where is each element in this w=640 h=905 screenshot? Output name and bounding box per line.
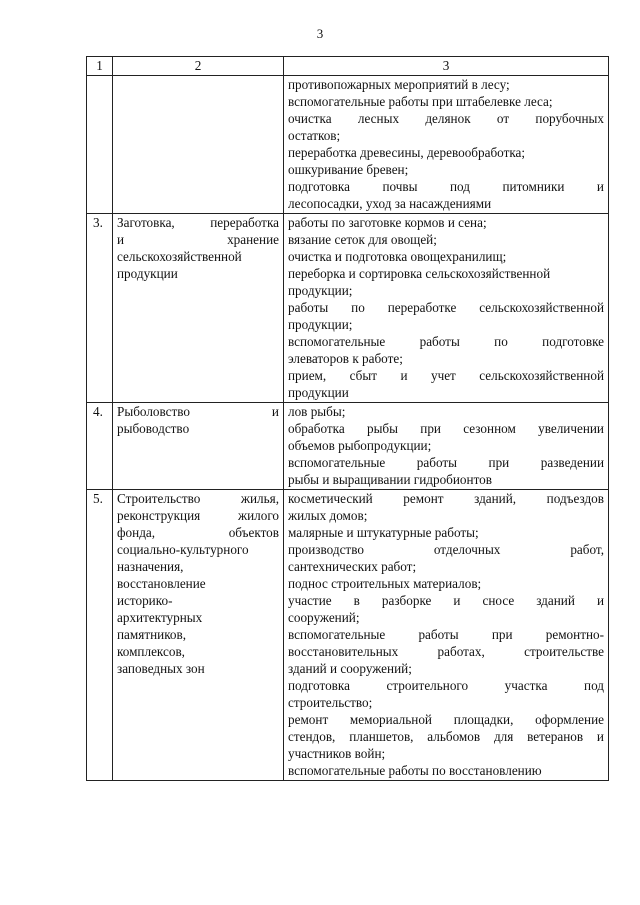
category-name-line: архитектурных — [117, 610, 203, 625]
header-col-2: 2 — [113, 57, 284, 76]
category-name-line: Заготовка, переработка — [117, 215, 279, 230]
activity-line: строительство; — [288, 695, 373, 710]
table-header — [87, 57, 609, 76]
activity-line: жилых домов; — [288, 508, 368, 523]
activity-line: вспомогательные работы при ремонтно- — [288, 627, 604, 642]
activity-line: очистка и подготовка овощехранилищ; — [288, 249, 507, 264]
activity-line: подготовка почвы под питомники и — [288, 179, 604, 194]
activity-line: участников войн; — [288, 746, 386, 761]
activity-list — [284, 490, 609, 781]
activity-line: сантехнических работ; — [288, 559, 417, 574]
category-name-line: восстановление — [117, 576, 206, 591]
table-row — [87, 490, 609, 781]
activity-line: стендов, планшетов, альбомов для ветеранов и — [288, 729, 604, 744]
category-name — [113, 214, 284, 403]
category-name-line: назначения, — [117, 559, 184, 574]
activity-line: вспомогательные работы при штабелевке леса; — [288, 94, 553, 109]
category-name-line: заповедных зон — [117, 661, 205, 676]
table-row — [87, 214, 609, 403]
activity-line: работы по переработке сельскохозяйственной — [288, 300, 604, 315]
category-name-line: фонда, объектов — [117, 525, 279, 540]
activity-line: вспомогательные работы при разведении — [288, 455, 604, 470]
activity-line: элеваторов к работе; — [288, 351, 403, 366]
category-name-line: Рыболовство и — [117, 404, 279, 419]
header-row — [87, 57, 609, 76]
activity-line: переборка и сортировка сельскохозяйственной — [288, 266, 551, 281]
activity-line: прием, сбыт и учет сельскохозяйственной — [288, 368, 604, 383]
table-row — [87, 403, 609, 490]
category-name — [113, 403, 284, 490]
category-name-line: историко- — [117, 593, 173, 608]
activity-line: остатков; — [288, 128, 341, 143]
activity-line: работы по заготовке кормов и сена; — [288, 215, 487, 230]
activity-list — [284, 403, 609, 490]
activity-line: лов рыбы; — [288, 404, 346, 419]
activities-table — [86, 56, 609, 781]
activity-list — [284, 76, 609, 214]
category-name-line: Строительство жилья, — [117, 491, 279, 506]
activity-line: продукции; — [288, 283, 353, 298]
category-name-line: и хранение — [117, 232, 279, 247]
table-body — [87, 76, 609, 781]
activity-line: противопожарных мероприятий в лесу; — [288, 77, 510, 92]
header-col-3: 3 — [284, 57, 609, 76]
activity-line: подготовка строительного участка под — [288, 678, 604, 693]
activity-line: участие в разборке и сносе зданий и — [288, 593, 604, 608]
activity-line: обработка рыбы при сезонном увеличении — [288, 421, 604, 436]
activity-line: зданий и сооружений; — [288, 661, 412, 676]
row-number: 3. — [87, 214, 113, 403]
activity-line: переработка древесины, деревообработка; — [288, 145, 526, 160]
table-row — [87, 76, 609, 214]
row-number — [87, 76, 113, 214]
activity-line: вспомогательные работы по восстановлению — [288, 763, 542, 778]
activity-line: продукции — [288, 385, 349, 400]
header-col-1: 1 — [87, 57, 113, 76]
activity-line: лесопосадки, уход за насаждениями — [288, 196, 492, 211]
category-name-line: памятников, — [117, 627, 187, 642]
activity-line: малярные и штукатурные работы; — [288, 525, 479, 540]
category-name — [113, 490, 284, 781]
category-name — [113, 76, 284, 214]
activity-line: поднос строительных материалов; — [288, 576, 482, 591]
activity-line: сооружений; — [288, 610, 360, 625]
category-name-line: рыбоводство — [117, 421, 190, 436]
page-number: 3 — [316, 26, 324, 41]
category-name-line: реконструкция жилого — [117, 508, 279, 523]
activity-line: ошкуривание бревен; — [288, 162, 409, 177]
row-number: 5. — [87, 490, 113, 781]
activity-line: ремонт мемориальной площадки, оформление — [288, 712, 604, 727]
category-name-line: социально-культурного — [117, 542, 249, 557]
activity-line: производство отделочных работ, — [288, 542, 604, 557]
category-name-line: сельскохозяйственной — [117, 249, 242, 264]
activity-line: вязание сеток для овощей; — [288, 232, 437, 247]
activity-line: косметический ремонт зданий, подъездов — [288, 491, 604, 506]
activity-line: восстановительных работах, строительстве — [288, 644, 604, 659]
activity-line: объемов рыбопродукции; — [288, 438, 432, 453]
activity-line: продукции; — [288, 317, 353, 332]
activity-line: рыбы и выращивании гидробионтов — [288, 472, 492, 487]
category-name-line: продукции — [117, 266, 178, 281]
row-number: 4. — [87, 403, 113, 490]
activity-line: вспомогательные работы по подготовке — [288, 334, 604, 349]
activity-list — [284, 214, 609, 403]
category-name-line: комплексов, — [117, 644, 185, 659]
activity-line: очистка лесных делянок от порубочных — [288, 111, 604, 126]
